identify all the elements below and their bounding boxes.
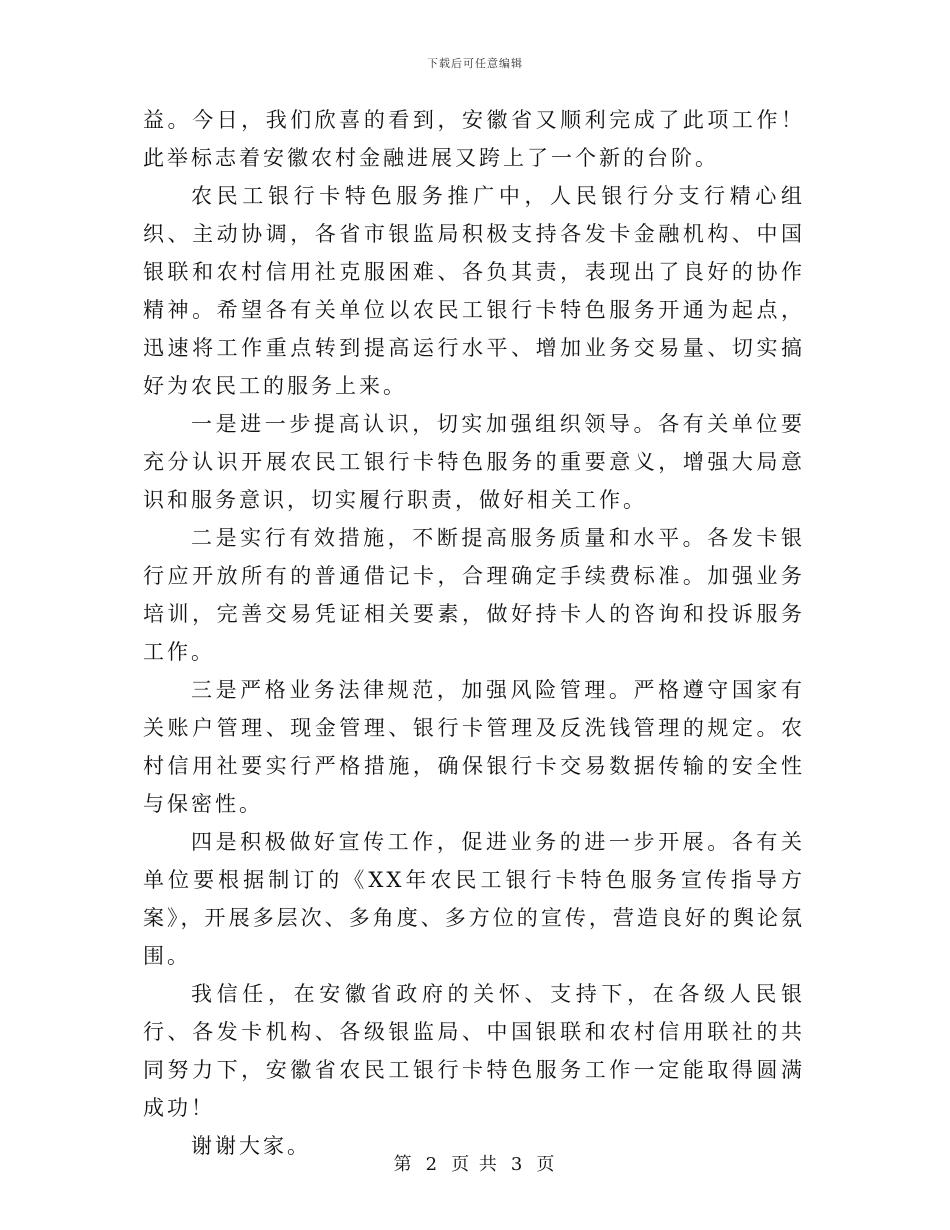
footer-suffix: 页: [536, 1154, 557, 1175]
paragraph: 一是进一步提高认识，切实加强组织领导。各有关单位要充分认识开展农民工银行卡特色服务的重要意义，增强大局意识和服务意识，切实履行职责，做好相关工作。: [143, 412, 805, 512]
paragraph: 四是积极做好宣传工作，促进业务的进一步开展。各有关单位要根据制订的《XX年农民工银行卡特色服务宣传指导方案》，开展多层次、多角度、多方位的宣传，营造良好的舆论氛围。: [143, 830, 805, 968]
closing-line: 谢谢大家。: [191, 1134, 311, 1158]
footer-middle: 页 共: [451, 1154, 499, 1175]
footer-current-page: 2: [425, 1154, 440, 1175]
document-body: [143, 101, 805, 1165]
paragraph: 三是严格业务法律规范，加强风险管理。严格遵守国家有关账户管理、现金管理、银行卡管理及反洗钱管理的规定。农村信用社要实行严格措施，确保银行卡交易数据传输的安全性与保密性。: [143, 678, 805, 816]
footer-total-pages: 3: [510, 1154, 525, 1175]
paragraph: 二是实行有效措施，不断提高服务质量和水平。各发卡银行应开放所有的普通借记卡，合理确定手续费标准。加强业务培训，完善交易凭证相关要素，做好持卡人的咨询和投诉服务工作。: [143, 526, 805, 664]
paragraph: 我信任，在安徽省政府的关怀、支持下，在各级人民银行、各发卡机构、各级银监局、中国银联和农村信用联社的共同努力下，安徽省农民工银行卡特色服务工作一定能取得圆满成功！: [143, 982, 805, 1120]
paragraph: 农民工银行卡特色服务推广中，人民银行分支行精心组织、主动协调，各省市银监局积极支持各发卡金融机构、中国银联和农村信用社克服困难、各负其责，表现出了良好的协作精神。希望各有关单位以农民工银行卡特色服务开通为起点，迅速将工作重点转到提高运行水平、增加业务交易量、切实搞好为农民工的服务上来。: [143, 184, 805, 398]
footer-prefix: 第: [393, 1154, 414, 1175]
header-note: 下载后可任意编辑: [427, 57, 523, 70]
page-footer: [0, 1150, 950, 1176]
paragraph-continuation: 益。今日，我们欣喜的看到，安徽省又顺利完成了此项工作！此举标志着安徽农村金融进展又跨上了一个新的台阶。: [143, 108, 805, 170]
